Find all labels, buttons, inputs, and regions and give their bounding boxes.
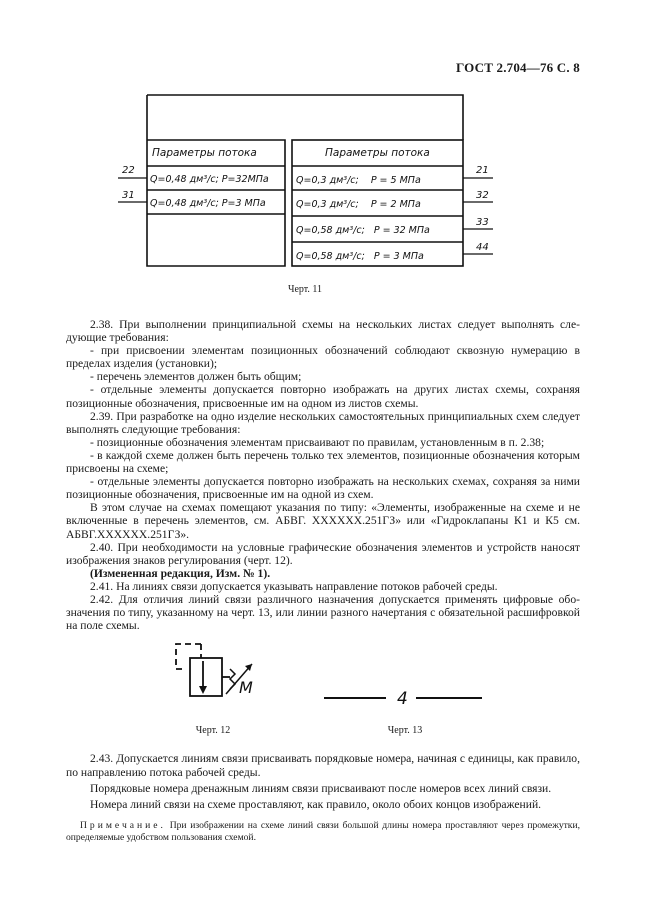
figure-11-diagram [110, 92, 500, 282]
para-2-38: 2.38. При выполнении принципиальной схемы на нескольких листах следует выполнять следующие требования: [66, 318, 580, 345]
right-row-2: Q=0,3 дм³/с; P = 2 МПа [296, 199, 421, 210]
para-2-39: 2.39. При разработке на одно изделие нескольких самостоятельных принципиальных схем следует выполнять следующие требования: [66, 409, 580, 436]
para-drainage: Порядковые номера дренажным линиям связи присваивают после номеров всех линий связи. [90, 782, 552, 795]
figure-12-symbol [168, 636, 268, 708]
line-label-33: 33 [476, 217, 489, 228]
note-text: При изображении на схеме линий связи большой длины номера проставляют через промежутки, определяемые удобством пользования схемой. [66, 820, 581, 843]
line-label-32: 32 [476, 190, 489, 201]
para-line-numbers: Номера линий связи на схеме проставляют, как правило, около обоих концов изображений. [90, 798, 542, 811]
left-row-2: Q=0,48 дм³/с; P=3 МПа [150, 198, 266, 209]
para-2-38-item-3: - отдельные элементы допускается повторно изображать на других листах схемы, сохраняя позиционные обозначения, присвоенные им на одном из листов схемы. [66, 383, 580, 410]
para-2-39-example: В этом случае на схемах помещают указания по типу: «Элементы, изображенные на схеме и не включенные в перечень элементов, см. АБВГ. ХХХХХХ.251ГЗ» или «Гидроклапаны К1 и К5 см. АБВГ.ХХХХХХ.251ГЗ». [66, 501, 580, 541]
body-text-2 [66, 752, 580, 812]
page-note [66, 820, 580, 844]
left-block-title: Параметры потока [152, 147, 257, 159]
line-label-22: 22 [122, 165, 135, 176]
line-number: 4 [397, 689, 408, 709]
para-2-38-item-2: - перечень элементов должен быть общим; [90, 370, 302, 384]
body-text [66, 318, 580, 632]
amendment-note: (Измененная редакция, Изм. № 1). [90, 566, 271, 580]
line-label-31: 31 [122, 190, 135, 201]
line-label-21: 21 [476, 165, 489, 176]
para-2-39-item-1: - позиционные обозначения элементам присваивают по правилам, установленным в п. 2.38; [90, 435, 545, 449]
para-2-43: 2.43. Допускается линиям связи присваивать порядковые номера, начиная с единицы, как правило, по направлению потока рабочей среды. [66, 752, 580, 779]
para-2-39-item-3: - отдельные элементы допускается повторно изображать на нескольких схемах, сохраняя за ними позиционные обозначения, присвоенные им на одной из схем. [66, 475, 580, 502]
para-2-41: 2.41. На линиях связи допускается указывать направление потоков рабочей среды. [90, 579, 498, 593]
right-row-1: Q=0,3 дм³/с; P = 5 МПа [296, 175, 421, 186]
left-row-1: Q=0,48 дм³/с; P=32МПа [150, 174, 269, 185]
para-2-42: 2.42. Для отличия линий связи различного назначения допускается применять цифровые обозначения по типу, указанному на черт. 13, или линии разного начертания с обязательной расшифровкой на поле схемы. [66, 592, 580, 633]
page-header: ГОСТ 2.704—76 С. 8 [455, 60, 580, 75]
right-block-title: Параметры потока [325, 147, 430, 159]
right-row-4: Q=0,58 дм³/с; P = 3 МПа [296, 251, 424, 262]
para-2-38-item-1: - при присвоении элементам позиционных обозначений соблюдают сквозную нумерацию в пределах изделия (установки); [66, 344, 580, 371]
figure-13-line [318, 682, 488, 712]
spring-label: М [239, 678, 253, 697]
para-2-39-item-2: - в каждой схеме должен быть перечень только тех элементов, позиционные обозначения которым присвоены на схеме; [66, 448, 580, 476]
note-label: Примечание. [80, 820, 166, 831]
line-label-44: 44 [476, 242, 489, 253]
figure-12-caption: Черт. 12 [195, 725, 231, 736]
figure-13-caption: Черт. 13 [387, 725, 423, 736]
figure-11-caption: Черт. 11 [287, 284, 323, 295]
para-2-40: 2.40. При необходимости на условные графические обозначения элементов и устройств наносят изображения знаков регулирования (черт. 12). [66, 540, 580, 567]
right-row-3: Q=0,58 дм³/с; P = 32 МПа [296, 225, 430, 236]
